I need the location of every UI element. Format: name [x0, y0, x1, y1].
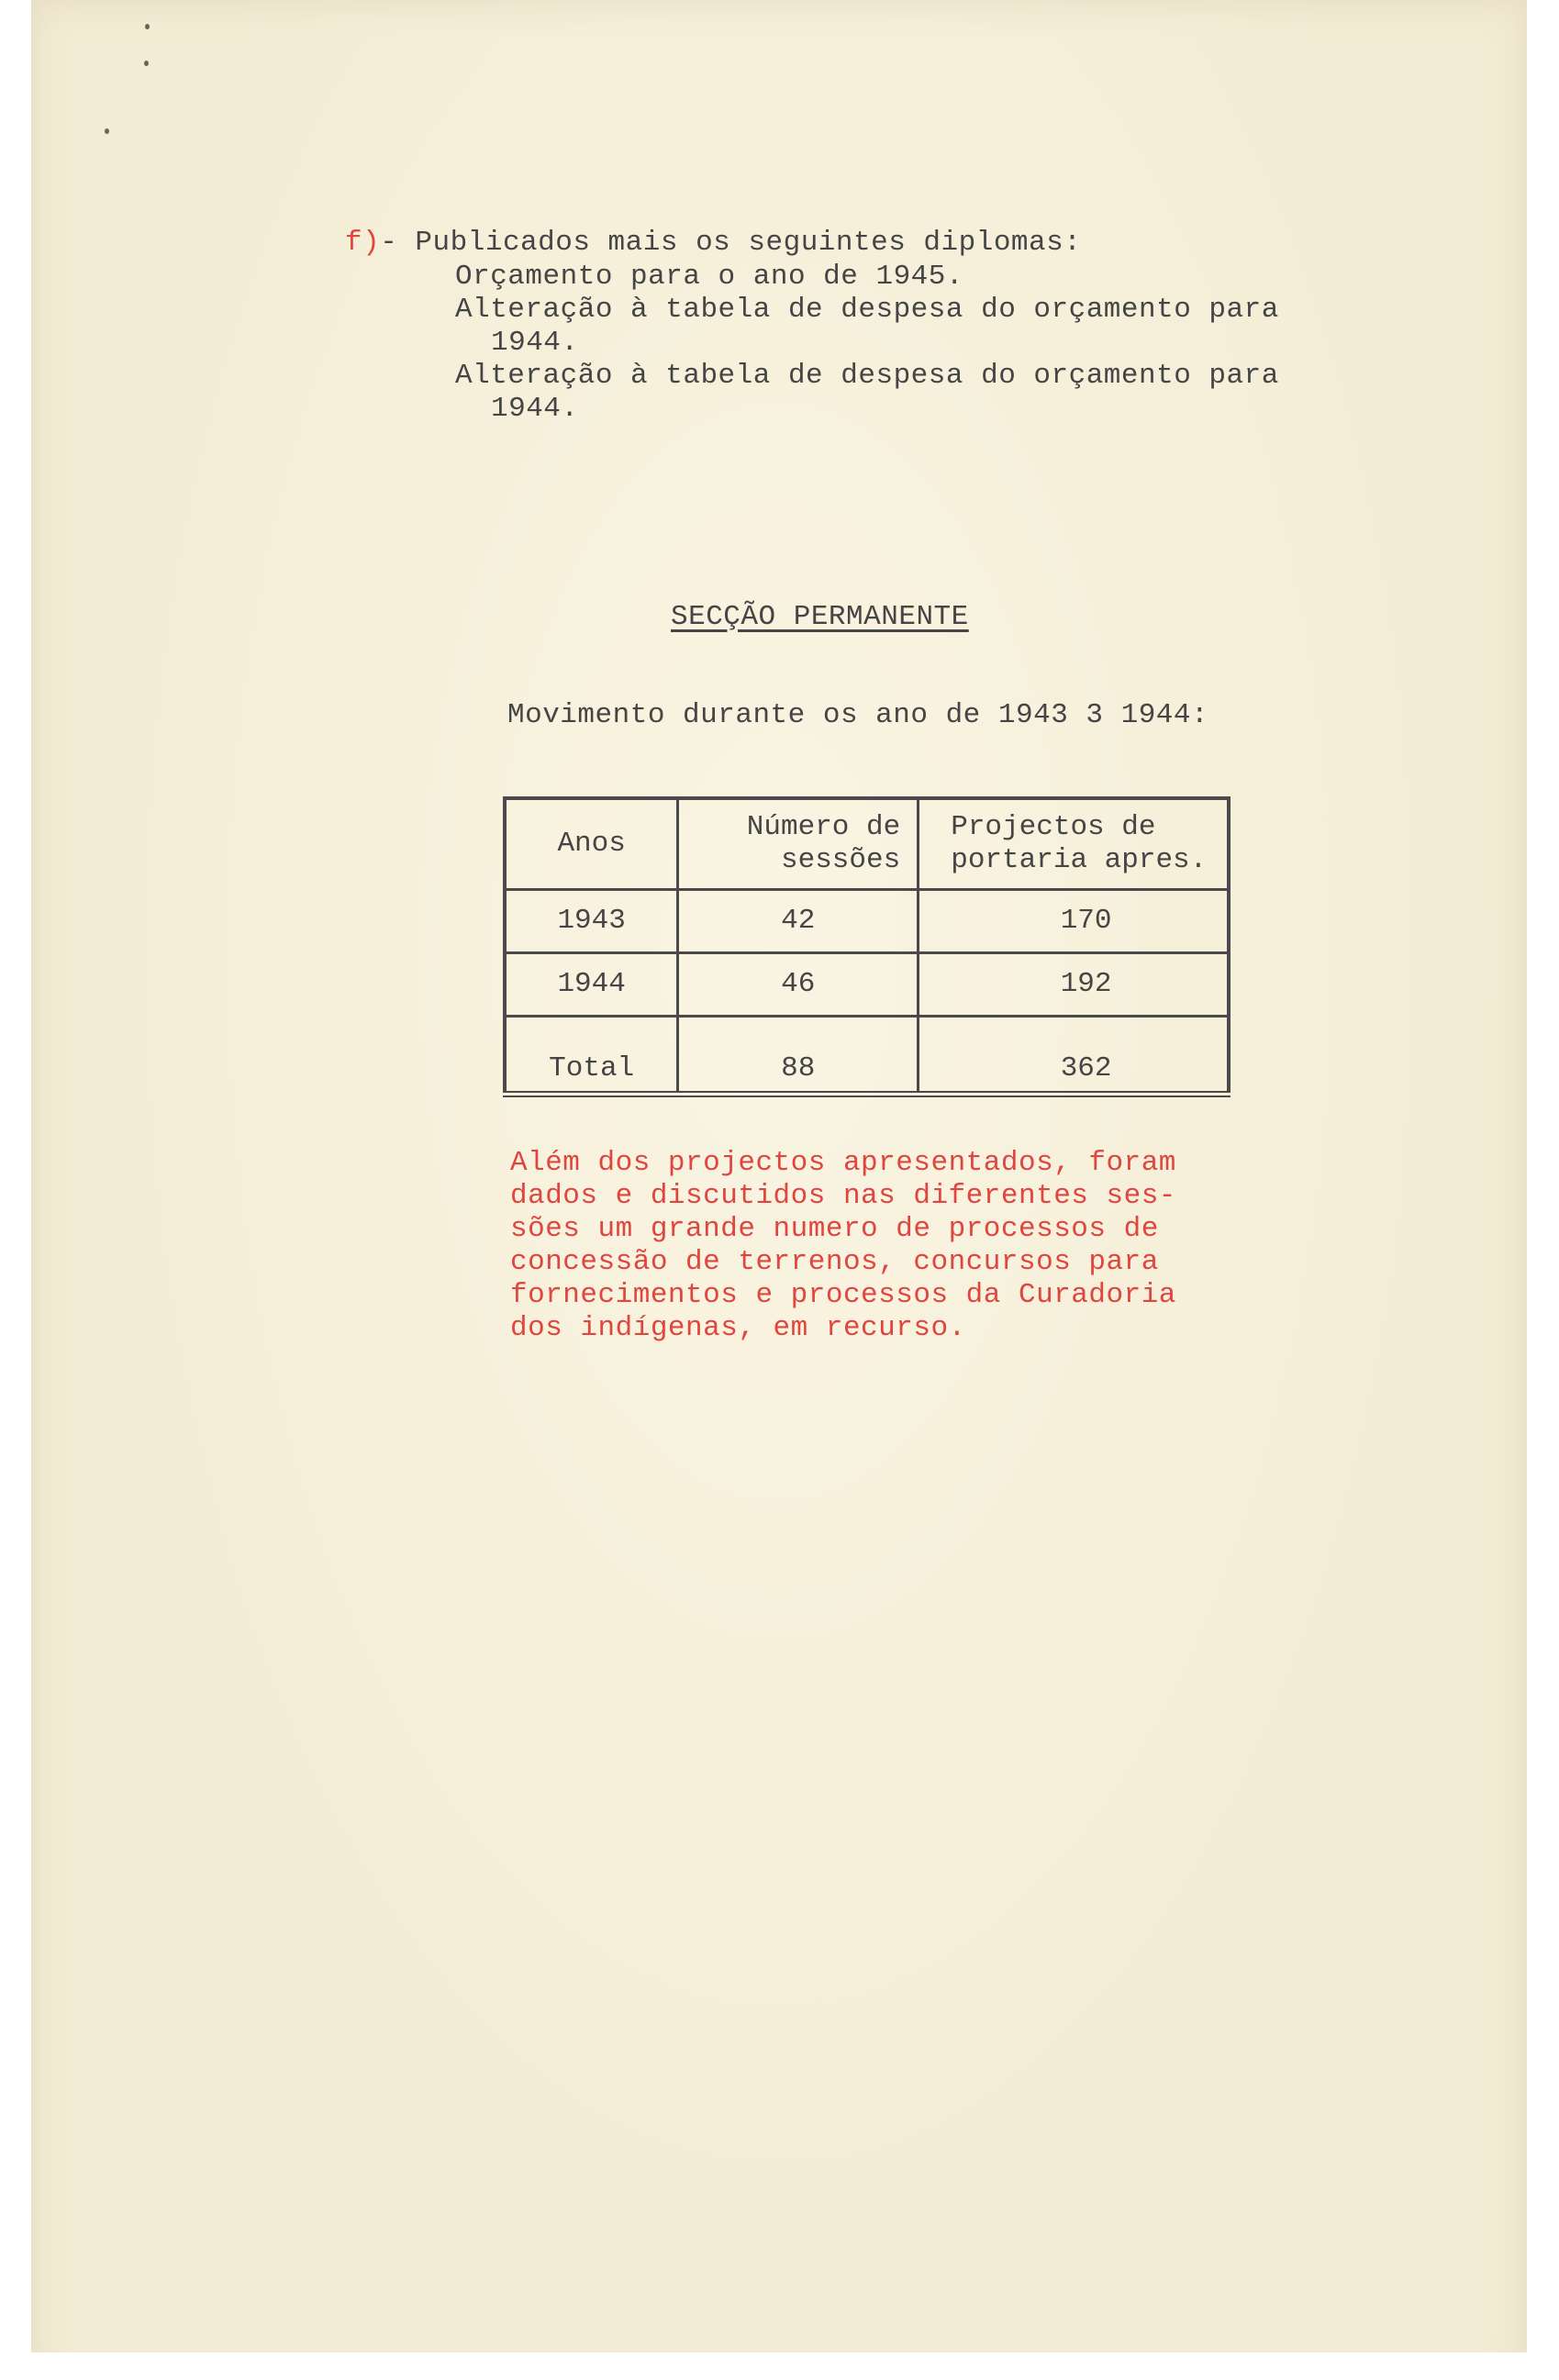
note-line: dados e discutidos nas diferentes ses-: [510, 1180, 1176, 1212]
cell-sessoes: 42: [678, 890, 919, 953]
punch-mark: [105, 128, 109, 134]
note-line: Além dos projectos apresentados, foram: [510, 1147, 1176, 1179]
cell-sessoes: 46: [678, 953, 919, 1017]
diploma-item: Alteração à tabela de despesa do orçamento para: [455, 294, 1279, 326]
scan-margin-bottom: [0, 2352, 1559, 2380]
table-header-row: [505, 798, 1229, 890]
table-row: [505, 890, 1229, 953]
cell-ano: 1944: [505, 953, 678, 1017]
cell-projectos: 192: [919, 953, 1229, 1017]
header-projectos: [919, 798, 1229, 890]
table-row: [505, 953, 1229, 1017]
section-heading: SECÇÃO PERMANENTE: [671, 601, 969, 633]
diploma-item: Orçamento para o ano de 1945.: [455, 261, 963, 293]
note-line: dos indígenas, em recurso.: [510, 1312, 966, 1344]
note-line: sões um grande numero de processos de: [510, 1213, 1159, 1245]
header-sessoes-line2: sessões: [780, 844, 901, 876]
punch-mark: [145, 24, 150, 29]
diploma-item: 1944.: [491, 393, 579, 425]
section-subtitle: Movimento durante os ano de 1943 3 1944:: [507, 699, 1209, 731]
note-line: fornecimentos e processos da Curadoria: [510, 1279, 1176, 1311]
cell-projectos: 170: [919, 890, 1229, 953]
diplomas-intro: - Publicados mais os seguintes diplomas:: [380, 227, 1082, 259]
header-anos: Anos: [505, 798, 678, 890]
scan-margin-left: [0, 0, 31, 2380]
header-sessoes: [678, 798, 919, 890]
cell-total-sessoes: 88: [678, 1017, 919, 1095]
header-sessoes-line1: Número de: [746, 811, 901, 843]
diploma-item: Alteração à tabela de despesa do orçamento para: [455, 360, 1279, 392]
diplomas-intro-line: [345, 227, 1081, 260]
cell-total-label: Total: [505, 1017, 678, 1095]
punch-mark: [144, 61, 149, 66]
table-total-row: [505, 1017, 1229, 1095]
cell-ano: 1943: [505, 890, 678, 953]
diploma-item: 1944.: [491, 327, 579, 359]
note-line: concessão de terrenos, concursos para: [510, 1246, 1159, 1278]
scan-margin-right: [1527, 0, 1559, 2380]
header-projectos-line1: Projectos de: [951, 811, 1156, 843]
cell-total-projectos: 362: [919, 1017, 1229, 1095]
movement-table: [503, 796, 1230, 1097]
header-projectos-line2: portaria apres.: [951, 844, 1208, 876]
item-marker: f): [345, 227, 381, 259]
